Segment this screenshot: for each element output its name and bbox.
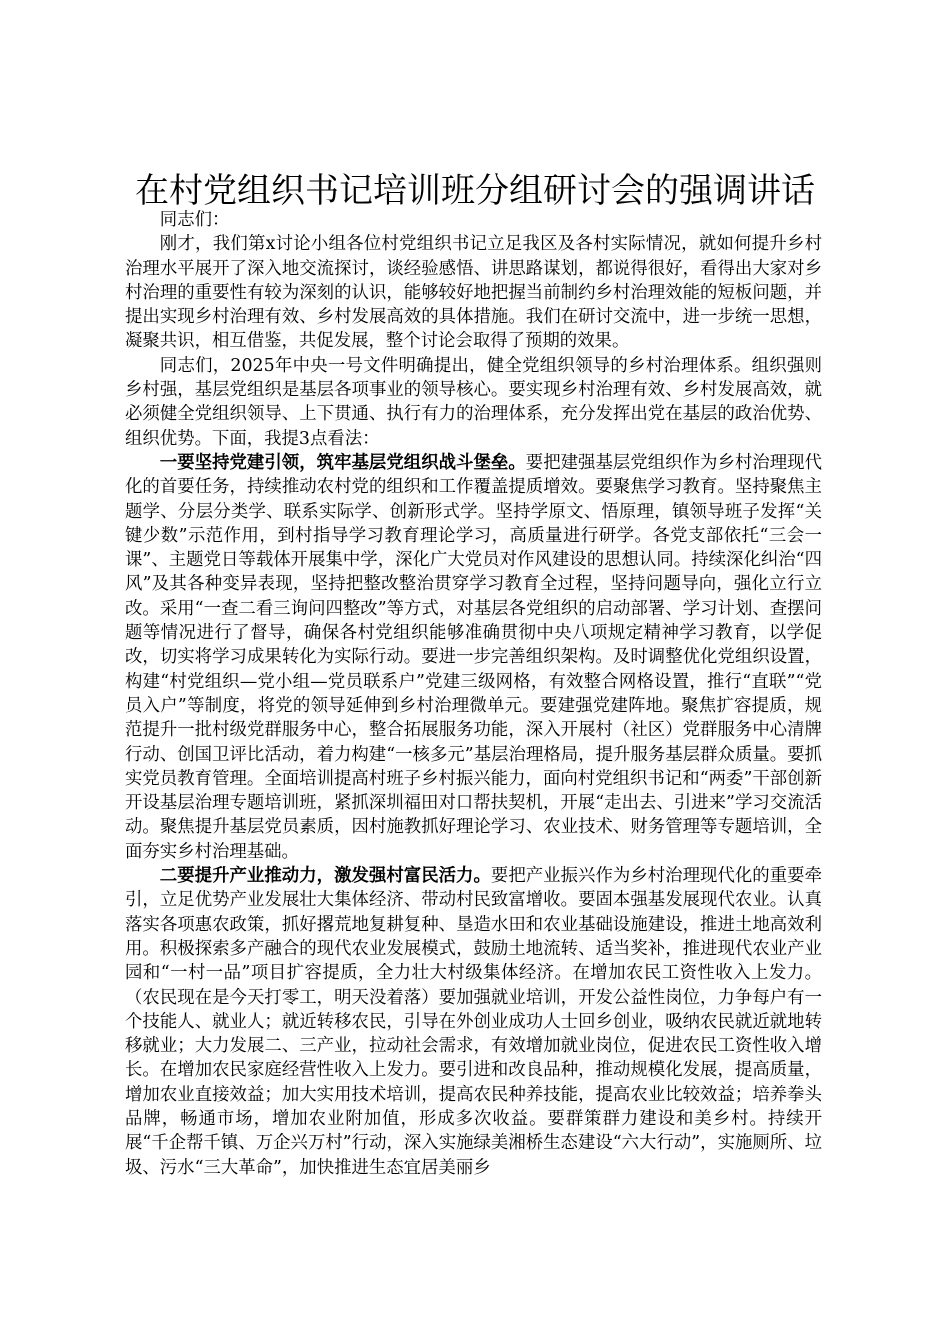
paragraph-3-text: 要把建强基层党组织作为乡村治理现代化的首要任务，持续推动农村党的组织和工作覆盖提质增效。要聚焦学习教育。坚持聚焦主题学、分层分类学、联系实际学、创新形式学。坚持学原文、悟原理，镇领导班子发挥“关键少数”示范作用，到村指导学习教育理论学习，高质量进行研学。各党支部依托“三会一课”、主题党日等载体开展集中学，深化广大党员对作风建设的思想认同。持续深化纠治“四风”及其各种变异表现，坚持把整改整治贯穿学习教育全过程，坚持问题导向，强化立行立改。采用“一查二看三询问四整改”等方式，对基层各党组织的启动部署、学习计划、查摆问题等情况进行了督导，确保各村党组织能够准确贯彻中央八项规定精神学习教育，以学促改，切实将学习成果转化为实际行动。要进一步完善组织架构。及时调整优化党组织设置，构建“村党组织—党小组—党员联系户”党建三级网格，有效整合网格设置，推行“直联”“党员入户”等制度，将党的领导延伸到乡村治理微单元。要建强党建阵地。聚焦扩容提质，规范提升一批村级党群服务中心，整合拓展服务功能，深入开展村（社区）党群服务中心清牌行动、创国卫评比活动，着力构建“一核多元”基层治理格局，提升服务基层群众质量。要抓实党员教育管理。全面培训提高村班子乡村振兴能力，面向村党组织书记和“两委”干部创新开设基层治理专题培训班，紧抓深圳福田对口帮扶契机，开展“走出去、引进来”学习交流活动。聚焦提升基层党员素质，因村施教抓好理论学习、农业技术、财务管理等专题培训，全面夯实乡村治理基础。 bbox=[125, 452, 822, 862]
paragraph-4-heading: 二要提升产业推动力，激发强村富民活力。 bbox=[159, 866, 491, 887]
salutation: 同志们： bbox=[159, 210, 230, 230]
paragraph-4 bbox=[125, 864, 822, 1180]
paragraph-2 bbox=[125, 354, 822, 451]
document-body bbox=[125, 208, 822, 1180]
paragraph-3 bbox=[125, 451, 822, 864]
paragraph-2-text: 同志们，2025年中央一号文件明确提出，健全党组织领导的乡村治理体系。组织强则乡村强，基层党组织是基层各项事业的领导核心。要实现乡村治理有效、乡村发展高效，就必须健全党组织领导、上下贯通、执行有力的治理体系，充分发挥出党在基层的政治优势、组织优势。下面，我提3点看法： bbox=[125, 355, 822, 449]
paragraph-3-heading: 一要坚持党建引领，筑牢基层党组织战斗堡垒。 bbox=[159, 452, 526, 473]
paragraph-1-text: 刚才，我们第x讨论小组各位村党组织书记立足我区及各村实际情况，就如何提升乡村治理水平展开了深入地交流探讨，谈经验感悟、讲思路谋划，都说得很好，看得出大家对乡村治理的重要性有较为深刻的认识，能够较好地把握当前制约乡村治理效能的短板问题，并提出实现乡村治理有效、乡村发展高效的具体措施。我们在研讨交流中，进一步统一思想，凝聚共识，相互借鉴，共促发展，整个讨论会取得了预期的效果。 bbox=[125, 234, 822, 352]
paragraph-1 bbox=[125, 232, 822, 353]
paragraph-4-text: 要把产业振兴作为乡村治理现代化的重要牵引，立足优势产业发展壮大集体经济、带动村民致富增收。要固本强基发展现代农业。认真落实各项惠农政策，抓好撂荒地复耕复种、垦造水田和农业基础设施建设，推进土地高效利用。积极探索多产融合的现代农业发展模式，鼓励土地流转、适当奖补，推进现代农业产业园和“一村一品”项目扩容提质，全力壮大村级集体经济。在增加农民工资性收入上发力。（农民现在是今天打零工，明天没着落）要加强就业培训，开发公益性岗位，力争每户有一个技能人、就业人；就近转移农民，引导在外创业成功人士回乡创业，吸纳农民就近就地转移就业；大力发展二、三产业，拉动社会需求，有效增加就业岗位，促进农民工资性收入增长。在增加农民家庭经营性收入上发力。要引进和改良品种，推动规模化发展，提高质量，增加农业直接效益；加大实用技术培训，提高农民种养技能，提高农业比较效益；培养拳头品牌，畅通市场，增加农业附加值，形成多次收益。要群策群力建设和美乡村。持续开展“千企帮千镇、万企兴万村”行动，深入实施绿美湘桥生态建设“六大行动”，实施厕所、垃圾、污水“三大革命”，加快推进生态宜居美丽乡 bbox=[125, 866, 822, 1178]
document-title: 在村党组织书记培训班分组研讨会的强调讲话 bbox=[135, 171, 815, 211]
